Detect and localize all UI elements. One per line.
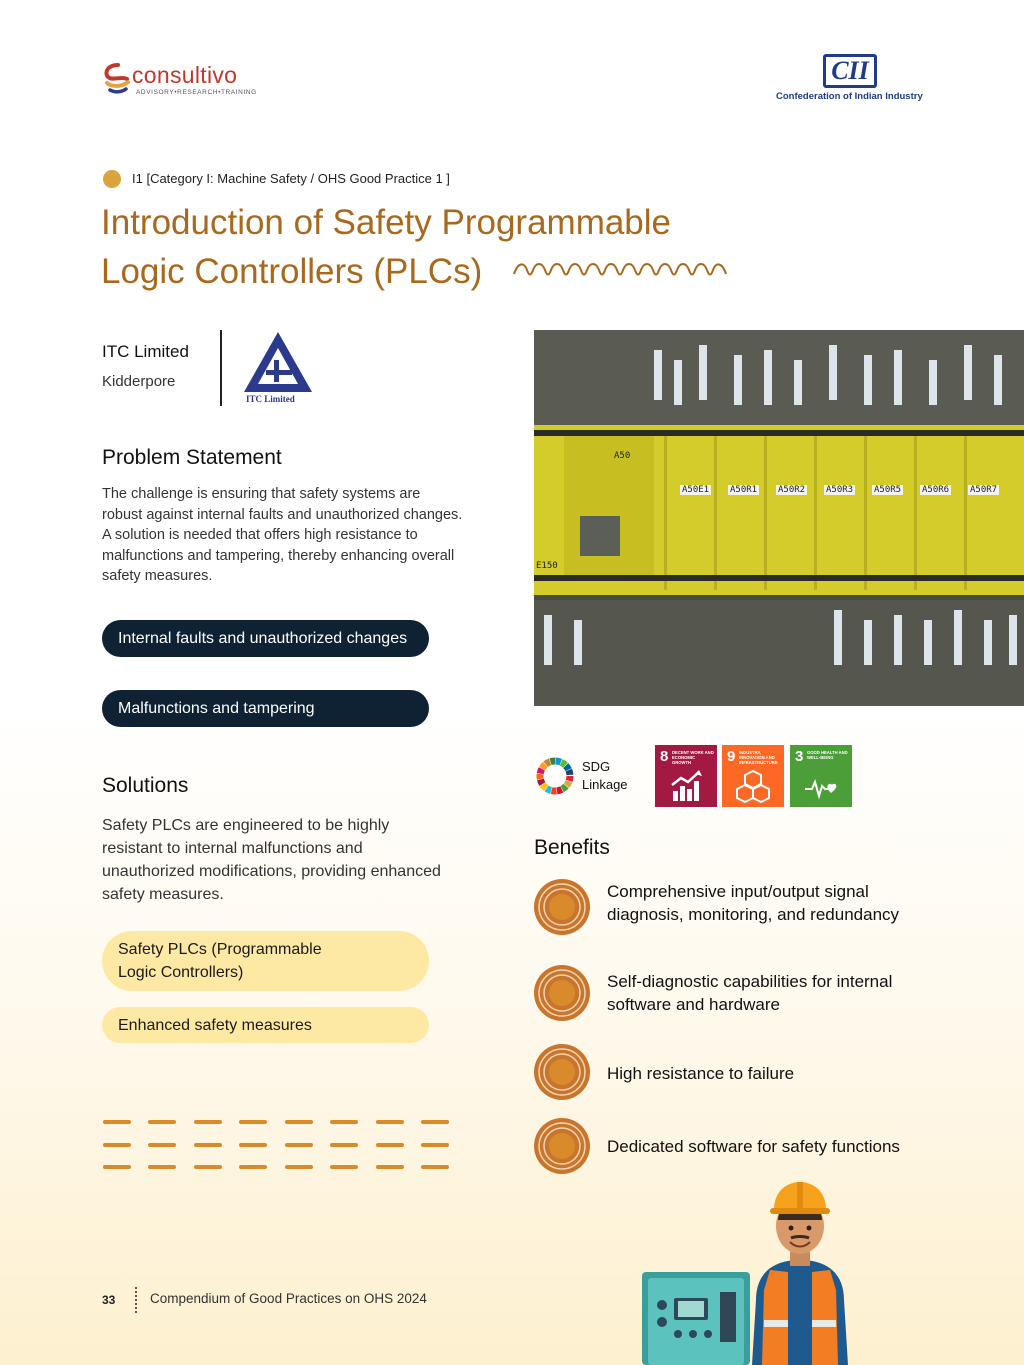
benefits-heading: Benefits <box>534 836 610 859</box>
cii-logo <box>776 54 926 106</box>
solution-tag-1 <box>102 931 429 991</box>
plc-module-label: A50R5 <box>874 485 902 495</box>
benefit-item-1: Comprehensive input/output signal diagnosis, monitoring, and redundancy <box>607 882 900 924</box>
itc-logo <box>240 330 316 406</box>
plc-module-label: A50R1 <box>730 485 758 495</box>
sdg-goal-3 <box>790 745 852 807</box>
plc-module-label: A50R2 <box>778 485 806 495</box>
sdg-goal-8 <box>655 745 717 807</box>
dash-pattern-decoration <box>103 1117 453 1173</box>
company-info <box>102 342 189 390</box>
sdg-goal-number: 9 <box>727 748 736 765</box>
plc-photo-illustration <box>534 330 1024 706</box>
company-divider <box>220 330 222 406</box>
plc-panel-photo <box>534 330 1024 706</box>
solutions-heading: Solutions <box>102 774 189 797</box>
consultivo-tagline: ADVISORY•RESEARCH•TRAINING <box>136 89 257 96</box>
sdg-wheel-icon <box>535 756 575 796</box>
sdg-goal-number: 3 <box>795 748 804 765</box>
heartbeat-icon <box>804 769 838 803</box>
plc-module-label: A50R7 <box>970 485 998 495</box>
benefit-item-4: Dedicated software for safety functions <box>607 1137 900 1156</box>
wavy-decoration-icon <box>512 260 728 280</box>
sdg-goal-text: GOOD HEALTH AND WELL-BEING <box>807 750 848 760</box>
plc-module-label: A50R3 <box>826 485 854 495</box>
sdg-label-line2: Linkage <box>582 777 628 792</box>
page-title <box>101 198 781 296</box>
plc-side-label: E150 <box>536 561 558 571</box>
sdg-goal-number: 8 <box>660 748 669 765</box>
footer-text: Compendium of Good Practices on OHS 2024 <box>150 1291 427 1306</box>
page-number: 33 <box>102 1293 116 1307</box>
itc-logo-text: ITC Limited <box>246 394 295 404</box>
footer-divider <box>135 1287 137 1313</box>
cubes-icon <box>736 769 770 803</box>
benefit-circle-icon <box>534 879 590 935</box>
consultivo-wordmark: consultivo <box>132 62 238 88</box>
solution-tag-1-label: Safety PLCs (Programmable Logic Controllers) <box>118 941 322 981</box>
consultivo-swirl-icon <box>102 62 132 96</box>
sdg-label-line1: SDG <box>582 759 611 774</box>
sdg-goal-text: DECENT WORK AND ECONOMIC GROWTH <box>672 750 714 765</box>
benefit-circle-icon <box>534 1118 590 1174</box>
company-name: ITC Limited <box>102 342 189 361</box>
category-label: I1 [Category I: Machine Safety / OHS Good Practice 1 ] <box>132 171 450 186</box>
problem-heading: Problem Statement <box>102 446 282 469</box>
sdg-goal-text: INDUSTRY, INNOVATION AND INFRASTRUCTURE <box>739 750 778 765</box>
benefit-circle-icon <box>534 965 590 1021</box>
solutions-text: Safety PLCs are engineered to be highly resistant to internal malfunctions and unauthorized modifications, providing enhanced safety measures. <box>102 817 441 903</box>
cii-badge: CII <box>823 54 877 88</box>
title-line-2: Logic Controllers (PLCs) <box>101 252 483 291</box>
solution-tag-2: Enhanced safety measures <box>102 1007 429 1043</box>
consultivo-logo <box>102 60 262 100</box>
growth-chart-icon <box>669 769 703 803</box>
sdg-goal-9 <box>722 745 784 807</box>
problem-tag-2: Malfunctions and tampering <box>102 690 429 727</box>
safety-worker-illustration <box>638 1180 878 1365</box>
benefit-circle-icon <box>534 1044 590 1100</box>
problem-text: The challenge is ensuring that safety systems are robust against internal faults and unauthorized changes. A solution is needed that offers high resistance to malfunctions and tampering, thereby enhancing overall safety measures. <box>102 486 463 584</box>
benefit-item-2: Self-diagnostic capabilities for internal software and hardware <box>607 972 893 1014</box>
problem-tag-1: Internal faults and unauthorized changes <box>102 620 429 657</box>
category-dot <box>103 170 121 188</box>
sdg-label <box>582 758 628 794</box>
cii-name: Confederation of Indian Industry <box>776 91 923 102</box>
plc-top-label: A50 <box>614 451 631 461</box>
title-line-1: Introduction of Safety Programmable <box>101 203 672 242</box>
plc-module-labels <box>680 485 1020 501</box>
benefit-item-3: High resistance to failure <box>607 1064 795 1083</box>
plc-module-label: A50R6 <box>922 485 950 495</box>
company-location: Kidderpore <box>102 373 176 390</box>
plc-module-label: A50E1 <box>682 485 710 495</box>
